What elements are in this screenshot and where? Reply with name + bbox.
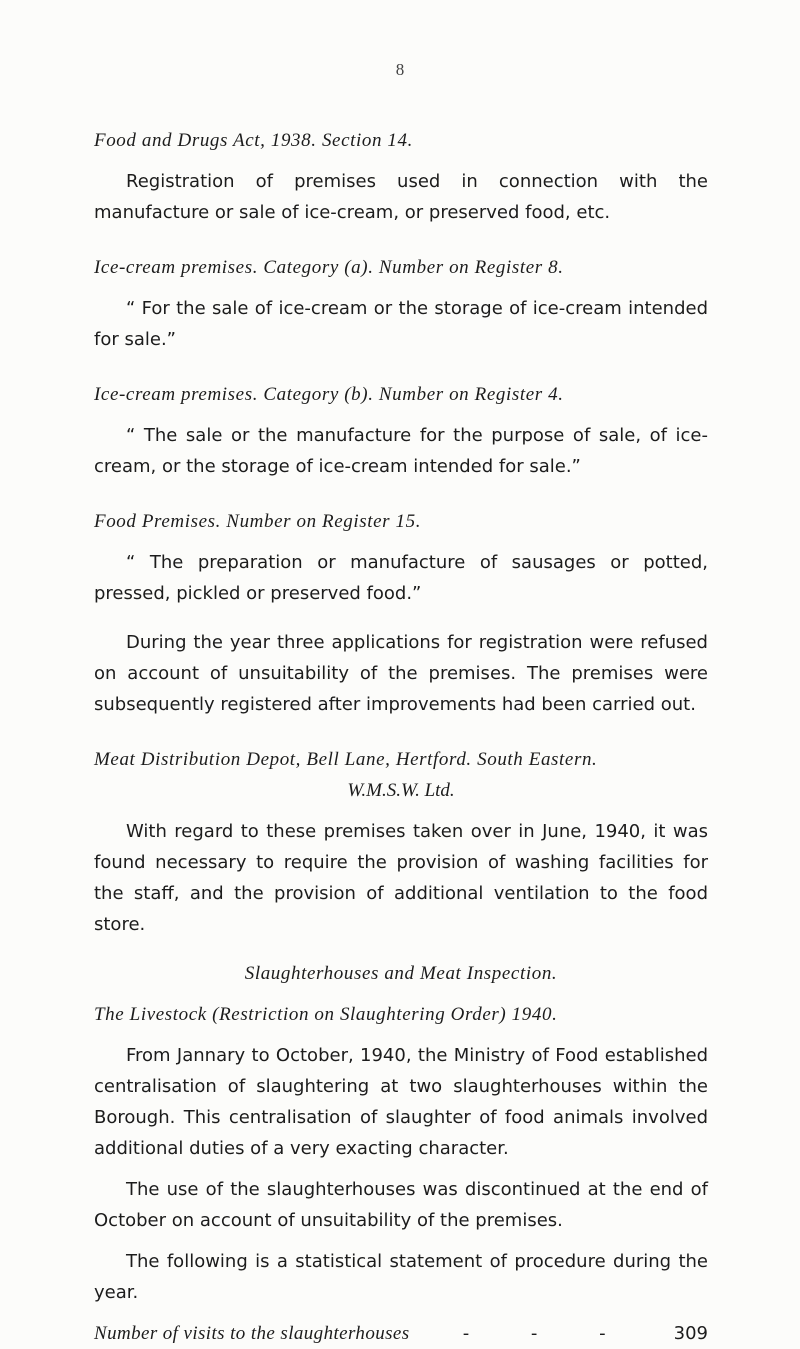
ice-cream-category-a-paragraph: “ For the sale of ice-cream or the storage of ice-cream intended for sale.” bbox=[94, 298, 708, 350]
meat-depot-company: W.M.S.W. Ltd. bbox=[347, 780, 455, 801]
visits-statistic-row bbox=[94, 1318, 708, 1349]
ice-cream-category-b-heading: Ice-cream premises. Category (b). Number on Register 4. bbox=[94, 384, 564, 405]
food-premises-paragraph: “ The preparation or manufacture of sausages or potted, pressed, pickled or preserved food.” bbox=[94, 552, 708, 604]
page-number: 8 bbox=[395, 60, 405, 79]
document-body bbox=[94, 125, 708, 1349]
discontinued-paragraph: The use of the slaughterhouses was discontinued at the end of October on account of unsuitability of the premises. bbox=[94, 1179, 708, 1231]
refused-applications-paragraph: During the year three applications for registration were refused on account of unsuitability of the premises. The premises were subsequently registered after improvements had been carried out. bbox=[94, 632, 708, 715]
visits-label: Number of visits to the slaughterhouses bbox=[94, 1323, 410, 1344]
statistical-statement-paragraph: The following is a statistical statement of procedure during the year. bbox=[94, 1251, 708, 1303]
food-drugs-act-heading: Food and Drugs Act, 1938. Section 14. bbox=[94, 130, 413, 151]
slaughterhouses-heading: Slaughterhouses and Meat Inspection. bbox=[244, 963, 558, 984]
visits-leader-dashes: - - - bbox=[462, 1323, 634, 1344]
livestock-order-heading: The Livestock (Restriction on Slaughtering Order) 1940. bbox=[94, 1004, 558, 1025]
ice-cream-category-a-heading: Ice-cream premises. Category (a). Number on Register 8. bbox=[94, 257, 564, 278]
registration-paragraph: Registration of premises used in connection with the manufacture or sale of ice-cream, or preserved food, etc. bbox=[94, 171, 708, 223]
ice-cream-category-b-paragraph: “ The sale or the manufacture for the purpose of sale, of ice-cream, or the storage of ice-cream intended for sale.” bbox=[94, 425, 708, 477]
meat-depot-paragraph: With regard to these premises taken over in June, 1940, it was found necessary to require the provision of washing facilities for the staff, and the provision of additional ventilation to the food store. bbox=[94, 821, 708, 935]
food-premises-heading: Food Premises. Number on Register 15. bbox=[94, 511, 422, 532]
visits-value: 309 bbox=[673, 1323, 708, 1344]
meat-depot-heading: Meat Distribution Depot, Bell Lane, Hertford. South Eastern. bbox=[94, 749, 598, 770]
centralisation-paragraph: From Jannary to October, 1940, the Ministry of Food established centralisation of slaughtering at two slaughterhouses within the Borough. This centralisation of slaughter of food animals involved additional duties of a very exacting character. bbox=[94, 1045, 708, 1159]
